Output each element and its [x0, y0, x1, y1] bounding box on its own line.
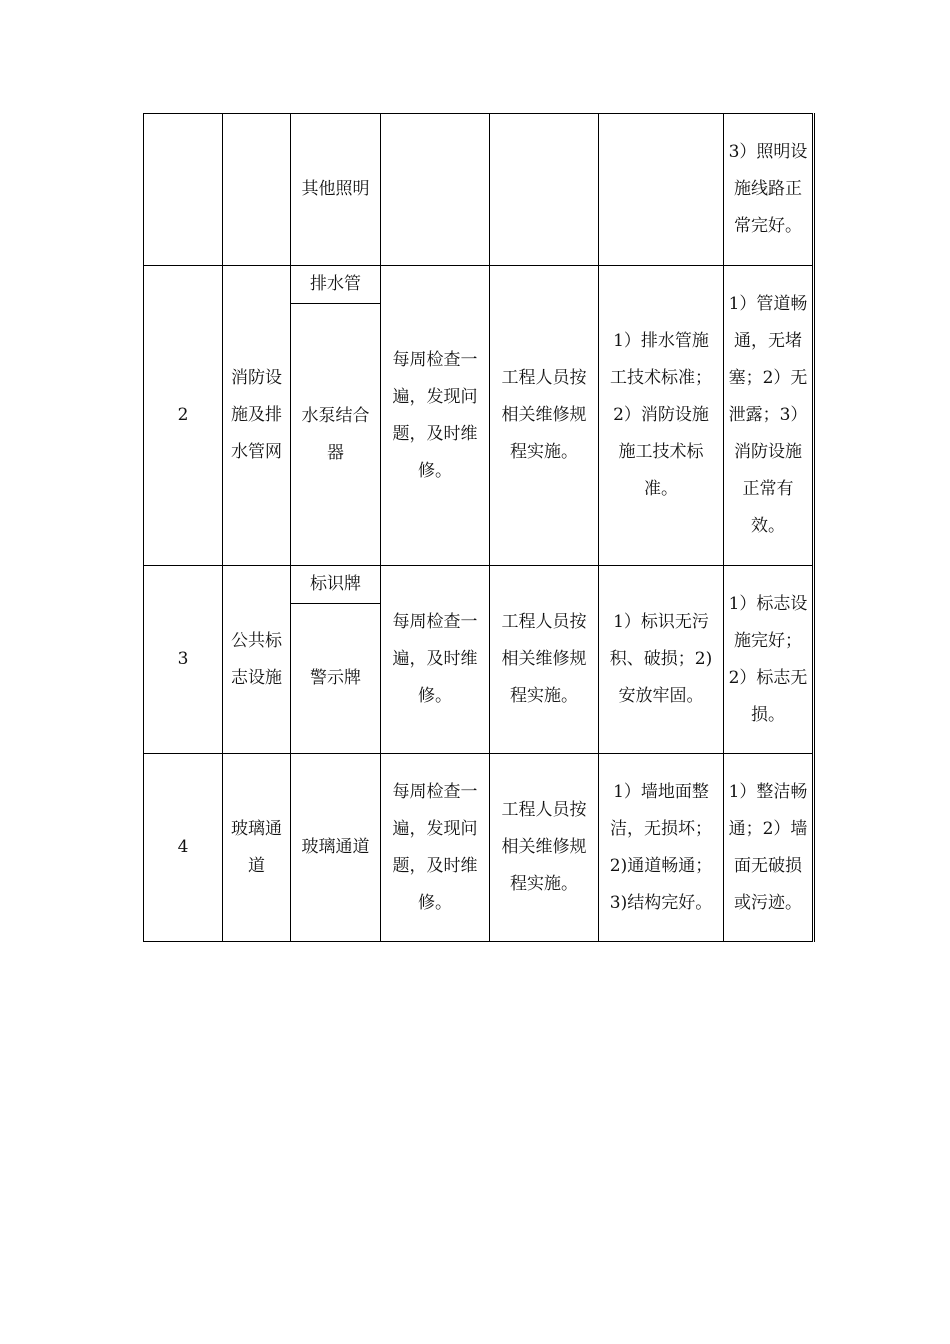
item-number-cell: 4 — [144, 754, 223, 942]
table-row — [144, 114, 814, 266]
method-cell: 工程人员按相关维修规程实施。 — [490, 754, 599, 942]
sub-item-cell: 水泵结合器 — [291, 304, 381, 566]
item-number-cell: 3 — [144, 566, 223, 754]
sub-item-cell: 警示牌 — [291, 604, 381, 754]
sub-item-cell: 其他照明 — [291, 114, 381, 266]
standard-cell: 1）管道畅通，无堵塞；2）无泄露；3）消防设施正常有效。 — [724, 266, 814, 566]
standard-cell: 1）整洁畅通；2）墙面无破损或污迹。 — [724, 754, 814, 942]
method-cell: 工程人员按相关维修规程实施。 — [490, 566, 599, 754]
category-cell: 公共标志设施 — [223, 566, 291, 754]
category-cell: 消防设施及排水管网 — [223, 266, 291, 566]
frequency-cell: 每周检查一遍，发现问题，及时维修。 — [381, 266, 490, 566]
frequency-cell — [381, 114, 490, 266]
basis-cell: 1）标识无污积、破损；2)安放牢固。 — [599, 566, 724, 754]
method-cell — [490, 114, 599, 266]
sub-item-cell: 排水管 — [291, 266, 381, 304]
basis-cell: 1）排水管施工技术标准；2）消防设施施工技术标准。 — [599, 266, 724, 566]
frequency-cell: 每周检查一遍，发现问题，及时维修。 — [381, 754, 490, 942]
item-number-cell — [144, 114, 223, 266]
item-number-cell: 2 — [144, 266, 223, 566]
sub-item-cell: 标识牌 — [291, 566, 381, 604]
category-cell: 玻璃通道 — [223, 754, 291, 942]
frequency-cell: 每周检查一遍，及时维修。 — [381, 566, 490, 754]
basis-cell: 1）墙地面整洁，无损坏；2)通道畅通；3)结构完好。 — [599, 754, 724, 942]
method-cell: 工程人员按相关维修规程实施。 — [490, 266, 599, 566]
maintenance-table — [143, 113, 815, 942]
table-row — [144, 566, 814, 604]
category-cell — [223, 114, 291, 266]
sub-item-cell: 玻璃通道 — [291, 754, 381, 942]
standard-cell: 3）照明设施线路正常完好。 — [724, 114, 814, 266]
table-row — [144, 266, 814, 304]
basis-cell — [599, 114, 724, 266]
table-row — [144, 754, 814, 942]
standard-cell: 1）标志设施完好；2）标志无损。 — [724, 566, 814, 754]
